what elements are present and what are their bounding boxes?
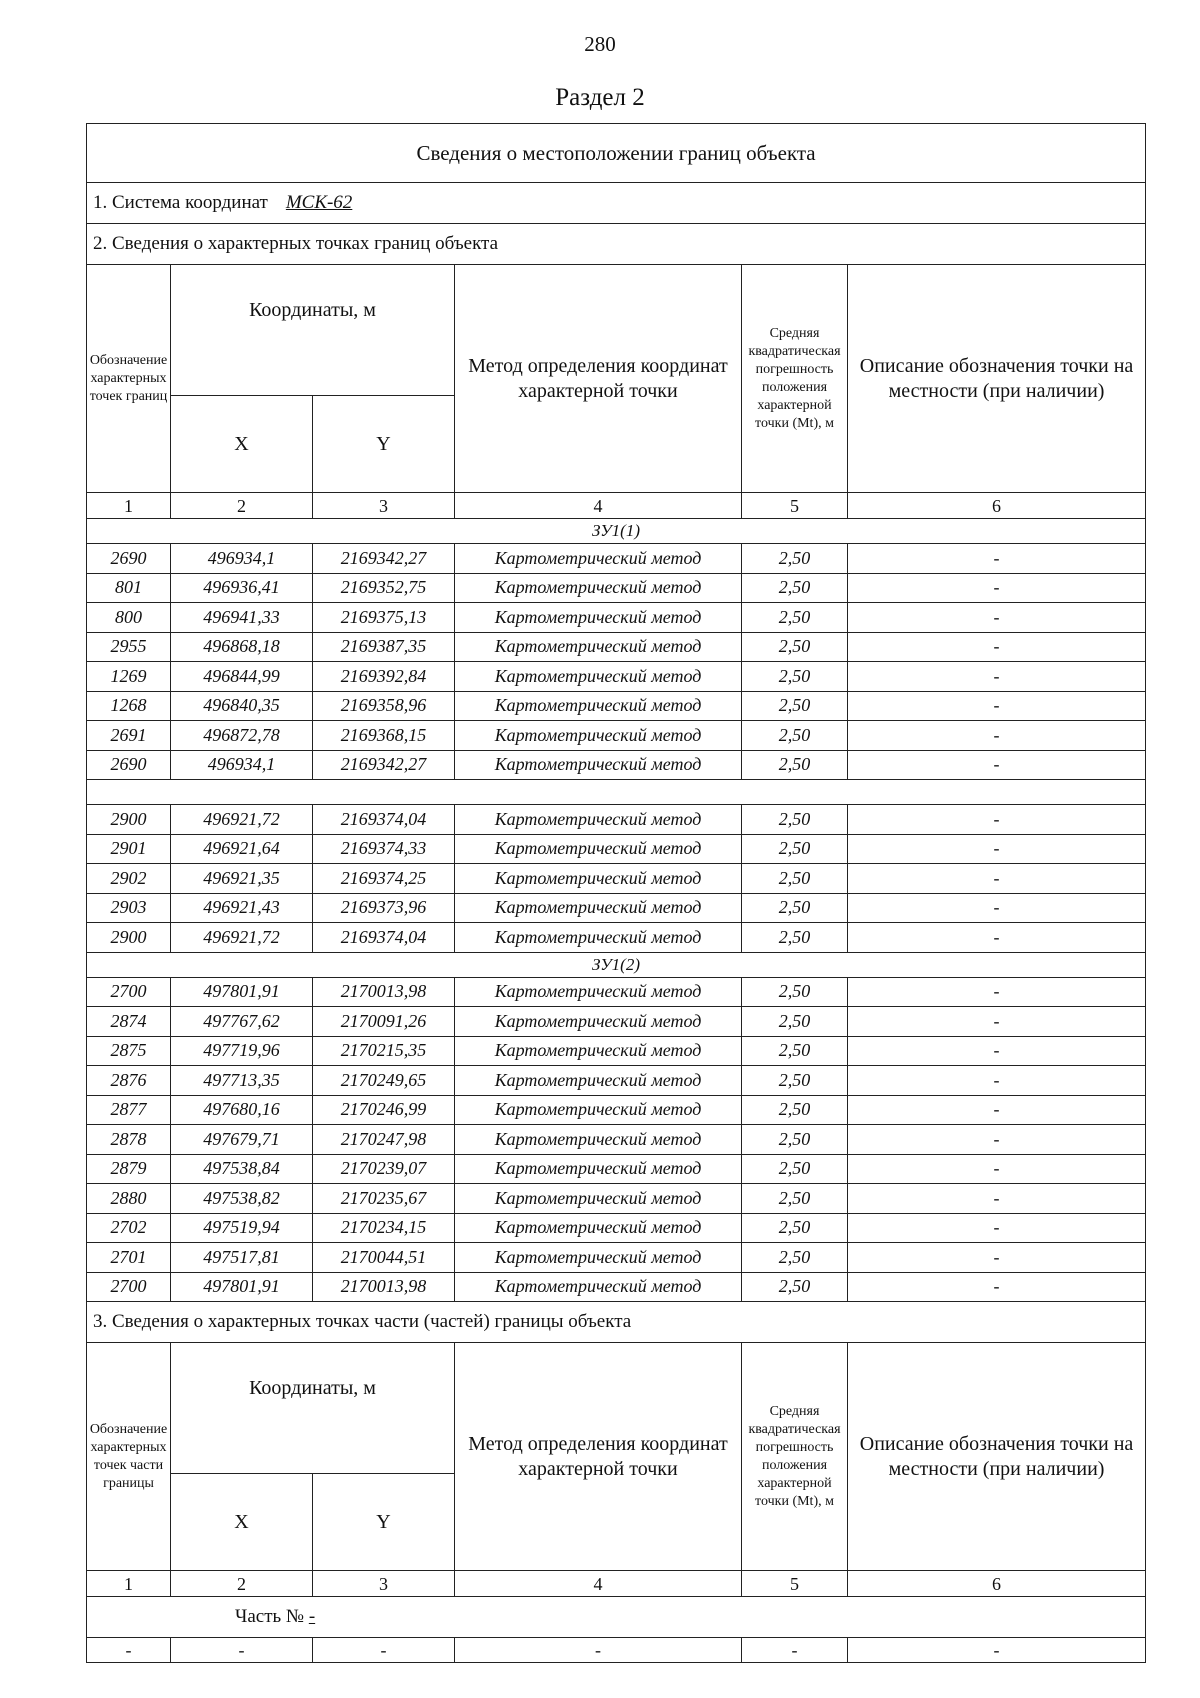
header-x: X [171, 1474, 313, 1571]
method-cell: Картометрический метод [455, 632, 742, 662]
method-cell: Картометрический метод [455, 1213, 742, 1243]
point-id-cell: 2700 [87, 1272, 171, 1302]
coord-system-label: 1. Система координат [93, 192, 268, 213]
error-cell: 2,50 [742, 1213, 848, 1243]
y-coordinate-cell: 2170249,65 [313, 1066, 455, 1096]
col-number: 5 [742, 1571, 848, 1597]
point-id-cell: 2876 [87, 1066, 171, 1096]
col-number: 3 [313, 1571, 455, 1597]
y-coordinate-cell: 2170234,15 [313, 1213, 455, 1243]
description-cell: - [848, 1154, 1146, 1184]
table-row [87, 1036, 1146, 1066]
table-row [87, 1095, 1146, 1125]
description-cell: - [848, 1066, 1146, 1096]
description-cell: - [848, 977, 1146, 1007]
method-cell: Картометрический метод [455, 750, 742, 780]
method-cell: Картометрический метод [455, 893, 742, 923]
header-description: Описание обозначения точки на местности (при наличии) [848, 265, 1146, 493]
table-row [87, 1007, 1146, 1037]
description-cell: - [848, 805, 1146, 835]
method-cell: Картометрический метод [455, 1066, 742, 1096]
part-label: Часть № [235, 1606, 305, 1627]
y-coordinate-cell: 2169352,75 [313, 573, 455, 603]
header-method: Метод определения координат характерной точки [455, 1343, 742, 1571]
description-cell: - [848, 1125, 1146, 1155]
method-cell: Картометрический метод [455, 1272, 742, 1302]
method-cell: Картометрический метод [455, 977, 742, 1007]
method-cell: Картометрический метод [455, 1007, 742, 1037]
error-cell: 2,50 [742, 1007, 848, 1037]
coord-system-value: МСК-62 [285, 192, 353, 213]
point-id-cell: 2880 [87, 1184, 171, 1214]
description-cell: - [848, 691, 1146, 721]
y-coordinate-cell: 2169342,27 [313, 544, 455, 574]
method-cell: Картометрический метод [455, 1095, 742, 1125]
point-id-cell: 1269 [87, 662, 171, 692]
section2-title: 2. Сведения о характерных точках границ объекта [87, 224, 1146, 265]
method-cell: Картометрический метод [455, 834, 742, 864]
point-id-cell: 2874 [87, 1007, 171, 1037]
x-coordinate-cell: 497719,96 [171, 1036, 313, 1066]
error-cell: 2,50 [742, 864, 848, 894]
error-cell: 2,50 [742, 691, 848, 721]
method-cell: Картометрический метод [455, 691, 742, 721]
part-cell: - [742, 1638, 848, 1663]
y-coordinate-cell: 2169387,35 [313, 632, 455, 662]
table-row [87, 923, 1146, 953]
error-cell: 2,50 [742, 750, 848, 780]
point-id-cell: 2878 [87, 1125, 171, 1155]
x-coordinate-cell: 497801,91 [171, 977, 313, 1007]
col-number: 4 [455, 493, 742, 519]
error-cell: 2,50 [742, 1272, 848, 1302]
col-number: 6 [848, 1571, 1146, 1597]
method-cell: Картометрический метод [455, 662, 742, 692]
description-cell: - [848, 750, 1146, 780]
y-coordinate-cell: 2169374,04 [313, 805, 455, 835]
table-row [87, 544, 1146, 574]
description-cell: - [848, 834, 1146, 864]
y-coordinate-cell: 2170215,35 [313, 1036, 455, 1066]
table-row [87, 1125, 1146, 1155]
table-row [87, 691, 1146, 721]
description-cell: - [848, 632, 1146, 662]
method-cell: Картометрический метод [455, 1154, 742, 1184]
x-coordinate-cell: 496921,72 [171, 805, 313, 835]
x-coordinate-cell: 497517,81 [171, 1243, 313, 1273]
x-coordinate-cell: 496921,35 [171, 864, 313, 894]
description-cell: - [848, 573, 1146, 603]
error-cell: 2,50 [742, 721, 848, 751]
part-cell: - [848, 1638, 1146, 1663]
method-cell: Картометрический метод [455, 573, 742, 603]
part-cell: - [87, 1638, 171, 1663]
description-cell: - [848, 603, 1146, 633]
part-cell: - [171, 1638, 313, 1663]
x-coordinate-cell: 497680,16 [171, 1095, 313, 1125]
point-id-cell: 2702 [87, 1213, 171, 1243]
x-coordinate-cell: 496941,33 [171, 603, 313, 633]
error-cell: 2,50 [742, 977, 848, 1007]
header-designation-part: Обозначение характерных точек части границы [87, 1343, 171, 1571]
part-data-row [87, 1638, 1146, 1663]
error-cell: 2,50 [742, 632, 848, 662]
point-id-cell: 2903 [87, 893, 171, 923]
y-coordinate-cell: 2169374,04 [313, 923, 455, 953]
description-cell: - [848, 893, 1146, 923]
point-id-cell: 1268 [87, 691, 171, 721]
table-row [87, 750, 1146, 780]
y-coordinate-cell: 2170247,98 [313, 1125, 455, 1155]
error-cell: 2,50 [742, 1036, 848, 1066]
group-title: ЗУ1(2) [87, 952, 1146, 977]
header-designation: Обозначение характерных точек границ [87, 265, 171, 493]
x-coordinate-cell: 496921,43 [171, 893, 313, 923]
y-coordinate-cell: 2169368,15 [313, 721, 455, 751]
x-coordinate-cell: 497679,71 [171, 1125, 313, 1155]
error-cell: 2,50 [742, 603, 848, 633]
description-cell: - [848, 1272, 1146, 1302]
error-cell: 2,50 [742, 805, 848, 835]
error-cell: 2,50 [742, 923, 848, 953]
error-cell: 2,50 [742, 834, 848, 864]
table-row [87, 1213, 1146, 1243]
table-row [87, 805, 1146, 835]
col-number: 1 [87, 493, 171, 519]
x-coordinate-cell: 497538,82 [171, 1184, 313, 1214]
part-cell: - [313, 1638, 455, 1663]
y-coordinate-cell: 2169375,13 [313, 603, 455, 633]
error-cell: 2,50 [742, 1154, 848, 1184]
method-cell: Картометрический метод [455, 1243, 742, 1273]
header-coords: Координаты, м [171, 1343, 455, 1474]
table-row [87, 573, 1146, 603]
description-cell: - [848, 1213, 1146, 1243]
x-coordinate-cell: 497519,94 [171, 1213, 313, 1243]
error-cell: 2,50 [742, 1095, 848, 1125]
x-coordinate-cell: 496934,1 [171, 750, 313, 780]
y-coordinate-cell: 2169374,25 [313, 864, 455, 894]
point-id-cell: 2701 [87, 1243, 171, 1273]
header-coords: Координаты, м [171, 265, 455, 396]
table-row [87, 1066, 1146, 1096]
group-title: ЗУ1(1) [87, 519, 1146, 544]
description-cell: - [848, 721, 1146, 751]
y-coordinate-cell: 2170239,07 [313, 1154, 455, 1184]
table-title: Сведения о местоположении границ объекта [87, 124, 1146, 183]
section3-title: 3. Сведения о характерных точках части (частей) границы объекта [87, 1302, 1146, 1343]
x-coordinate-cell: 497767,62 [171, 1007, 313, 1037]
table-row [87, 977, 1146, 1007]
method-cell: Картометрический метод [455, 864, 742, 894]
y-coordinate-cell: 2170246,99 [313, 1095, 455, 1125]
error-cell: 2,50 [742, 1243, 848, 1273]
method-cell: Картометрический метод [455, 805, 742, 835]
error-cell: 2,50 [742, 662, 848, 692]
description-cell: - [848, 1243, 1146, 1273]
table-row [87, 1243, 1146, 1273]
col-number: 2 [171, 493, 313, 519]
col-number: 2 [171, 1571, 313, 1597]
col-number: 3 [313, 493, 455, 519]
x-coordinate-cell: 496844,99 [171, 662, 313, 692]
header-method: Метод определения координат характерной точки [455, 265, 742, 493]
table-row [87, 1154, 1146, 1184]
x-coordinate-cell: 496840,35 [171, 691, 313, 721]
col-number: 4 [455, 1571, 742, 1597]
description-cell: - [848, 662, 1146, 692]
method-cell: Картометрический метод [455, 1184, 742, 1214]
x-coordinate-cell: 496936,41 [171, 573, 313, 603]
method-cell: Картометрический метод [455, 603, 742, 633]
x-coordinate-cell: 496868,18 [171, 632, 313, 662]
y-coordinate-cell: 2170091,26 [313, 1007, 455, 1037]
table-row [87, 721, 1146, 751]
x-coordinate-cell: 497538,84 [171, 1154, 313, 1184]
point-id-cell: 2700 [87, 977, 171, 1007]
x-coordinate-cell: 497713,35 [171, 1066, 313, 1096]
method-cell: Картометрический метод [455, 721, 742, 751]
table-row [87, 662, 1146, 692]
point-id-cell: 2690 [87, 544, 171, 574]
page-number: 280 [584, 32, 616, 56]
description-cell: - [848, 1095, 1146, 1125]
part-value: - [308, 1606, 316, 1627]
col-number: 6 [848, 493, 1146, 519]
point-id-cell: 2902 [87, 864, 171, 894]
header-error: Средняя квадратическая погрешность положения характерной точки (Mt), м [742, 1343, 848, 1571]
point-id-cell: 801 [87, 573, 171, 603]
point-id-cell: 2955 [87, 632, 171, 662]
method-cell: Картометрический метод [455, 923, 742, 953]
x-coordinate-cell: 496934,1 [171, 544, 313, 574]
method-cell: Картометрический метод [455, 544, 742, 574]
header-y: Y [313, 396, 455, 493]
header-y: Y [313, 1474, 455, 1571]
description-cell: - [848, 1036, 1146, 1066]
x-coordinate-cell: 496921,64 [171, 834, 313, 864]
y-coordinate-cell: 2169342,27 [313, 750, 455, 780]
col-number: 1 [87, 1571, 171, 1597]
error-cell: 2,50 [742, 1125, 848, 1155]
point-id-cell: 2901 [87, 834, 171, 864]
point-id-cell: 2690 [87, 750, 171, 780]
description-cell: - [848, 544, 1146, 574]
table-row [87, 834, 1146, 864]
y-coordinate-cell: 2169358,96 [313, 691, 455, 721]
error-cell: 2,50 [742, 1184, 848, 1214]
error-cell: 2,50 [742, 544, 848, 574]
y-coordinate-cell: 2170235,67 [313, 1184, 455, 1214]
table-row [87, 864, 1146, 894]
table-row [87, 893, 1146, 923]
col-number: 5 [742, 493, 848, 519]
point-id-cell: 2900 [87, 923, 171, 953]
column-numbers-row [87, 1571, 1146, 1597]
y-coordinate-cell: 2170044,51 [313, 1243, 455, 1273]
y-coordinate-cell: 2169373,96 [313, 893, 455, 923]
description-cell: - [848, 1007, 1146, 1037]
method-cell: Картометрический метод [455, 1125, 742, 1155]
y-coordinate-cell: 2169392,84 [313, 662, 455, 692]
section-title: Раздел 2 [555, 84, 645, 111]
header-x: X [171, 396, 313, 493]
table-row [87, 1272, 1146, 1302]
boundary-table [86, 123, 1146, 1663]
point-id-cell: 2875 [87, 1036, 171, 1066]
table-row [87, 1184, 1146, 1214]
part-cell: - [455, 1638, 742, 1663]
coord-system-row [87, 183, 1146, 224]
x-coordinate-cell: 497801,91 [171, 1272, 313, 1302]
point-id-cell: 800 [87, 603, 171, 633]
point-id-cell: 2877 [87, 1095, 171, 1125]
block-separator [87, 780, 1146, 805]
part-row [87, 1597, 1146, 1638]
column-numbers-row [87, 493, 1146, 519]
point-id-cell: 2900 [87, 805, 171, 835]
point-id-cell: 2691 [87, 721, 171, 751]
error-cell: 2,50 [742, 893, 848, 923]
point-id-cell: 2879 [87, 1154, 171, 1184]
error-cell: 2,50 [742, 573, 848, 603]
y-coordinate-cell: 2169374,33 [313, 834, 455, 864]
description-cell: - [848, 923, 1146, 953]
x-coordinate-cell: 496872,78 [171, 721, 313, 751]
y-coordinate-cell: 2170013,98 [313, 977, 455, 1007]
method-cell: Картометрический метод [455, 1036, 742, 1066]
table-row [87, 603, 1146, 633]
y-coordinate-cell: 2170013,98 [313, 1272, 455, 1302]
description-cell: - [848, 1184, 1146, 1214]
table-row [87, 632, 1146, 662]
header-error: Средняя квадратическая погрешность положения характерной точки (Mt), м [742, 265, 848, 493]
x-coordinate-cell: 496921,72 [171, 923, 313, 953]
description-cell: - [848, 864, 1146, 894]
error-cell: 2,50 [742, 1066, 848, 1096]
header-description: Описание обозначения точки на местности (при наличии) [848, 1343, 1146, 1571]
